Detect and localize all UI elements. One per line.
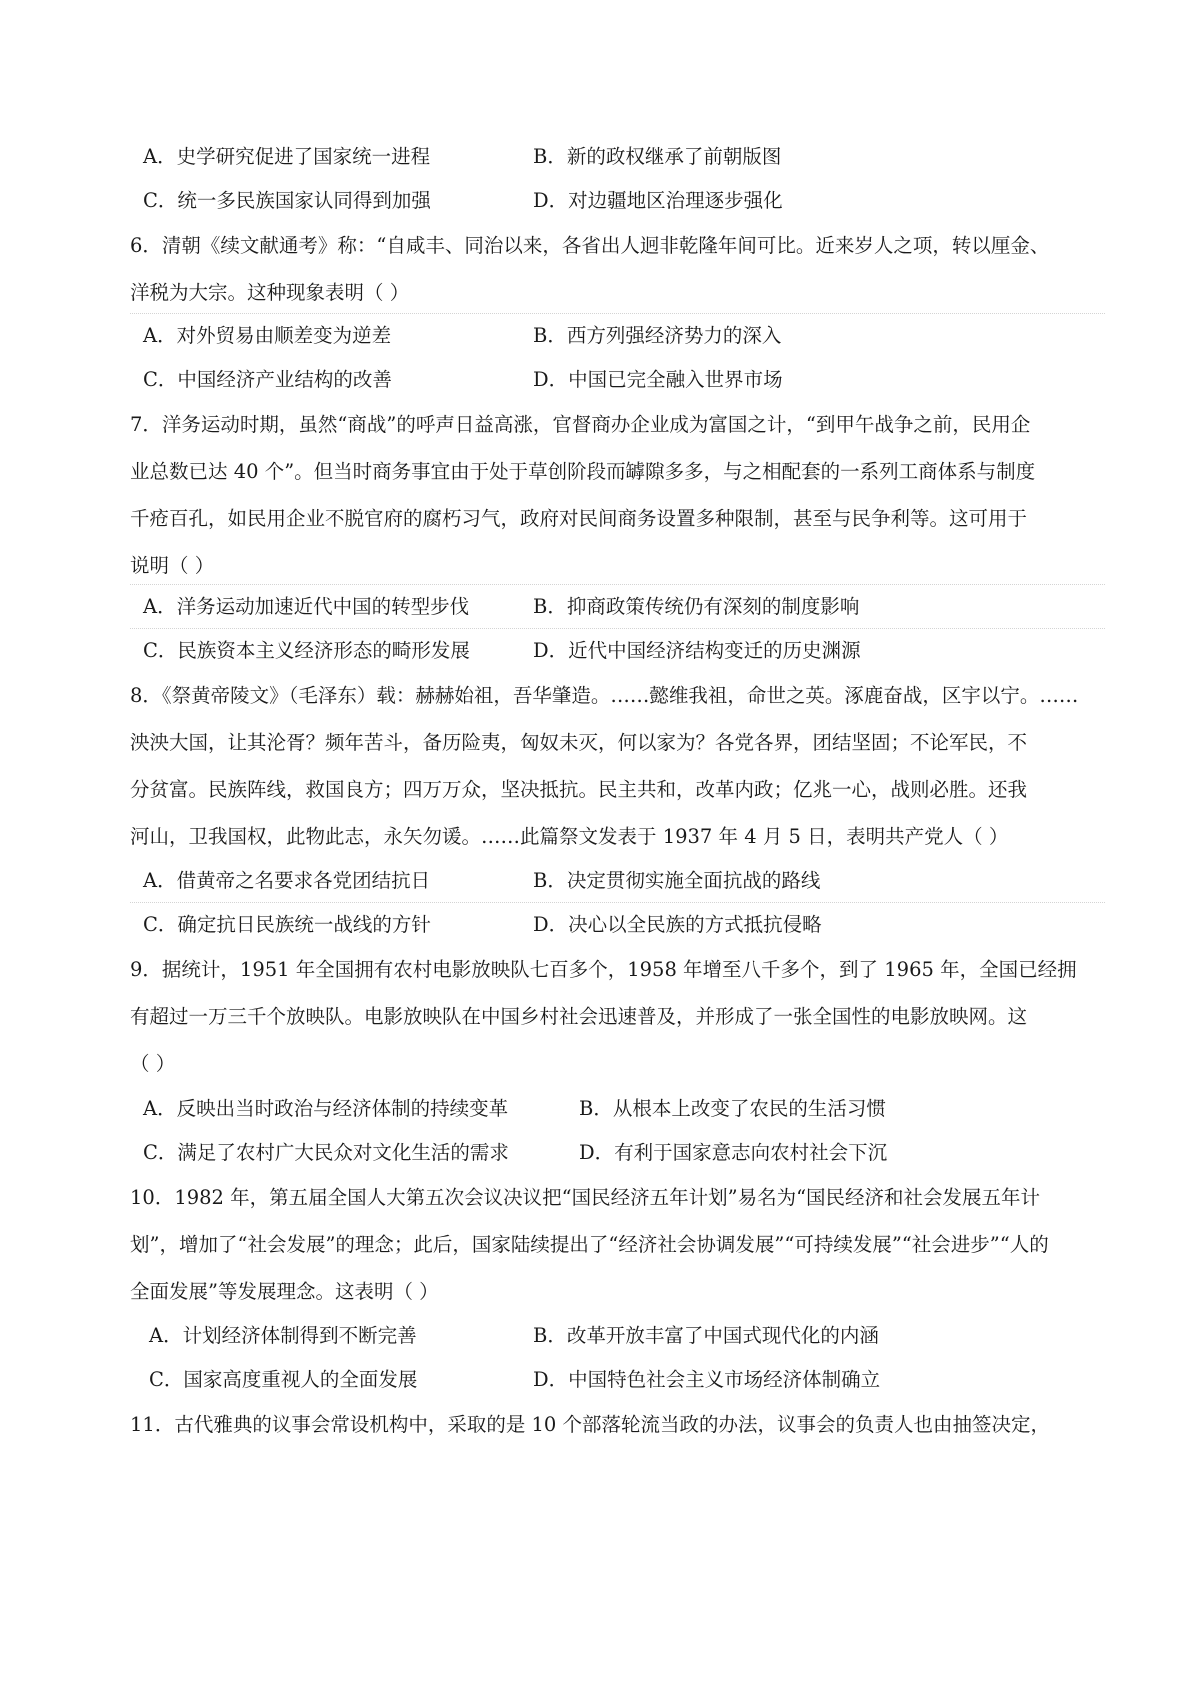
q7-option-a: A．洋务运动加速近代中国的转型步伐	[143, 595, 470, 618]
q10-option-c: C．国家高度重视人的全面发展	[149, 1368, 418, 1391]
q7-stem-line-1: 7．洋务运动时期，虽然“商战”的呼声日益高涨，官督商办企业成为富国之计，“到甲午战争之前，民用企	[130, 413, 1031, 436]
q8-stem-line-3: 分贫富。民族阵线，救国良方；四万万众，坚决抵抗。民主共和，改革内政；亿兆一心，战则必胜。还我	[130, 778, 1028, 801]
q7-stem-line-4: 说明（ ）	[130, 554, 215, 577]
q9-option-c: C．满足了农村广大民众对文化生活的需求	[143, 1141, 509, 1164]
q5-option-a: A．史学研究促进了国家统一进程	[143, 145, 431, 168]
q9-option-a: A．反映出当时政治与经济体制的持续变革	[143, 1097, 509, 1120]
q6-option-d: D．中国已完全融入世界市场	[533, 368, 783, 391]
q8-stem-line-4: 河山，卫我国权，此物此志，永矢勿谖。……此篇祭文发表于 1937 年 4 月 5 日，表明共产党人（ ）	[130, 825, 1009, 848]
q9-stem-line-2: 有超过一万三千个放映队。电影放映队在中国乡村社会迅速普及，并形成了一张全国性的电影放映网。这	[130, 1005, 1028, 1028]
q10-option-b: B．改革开放丰富了中国式现代化的内涵	[533, 1324, 879, 1347]
q8-option-d: D．决心以全民族的方式抵抗侵略	[533, 913, 822, 936]
q9-option-d: D．有利于国家意志向农村社会下沉	[579, 1141, 888, 1164]
q10-stem-line-3: 全面发展”等发展理念。这表明（ ）	[130, 1280, 439, 1303]
divider	[130, 313, 1105, 314]
q7-option-d: D．近代中国经济结构变迁的历史渊源	[533, 639, 861, 662]
q8-option-a: A．借黄帝之名要求各党团结抗日	[143, 869, 431, 892]
q6-stem-line-1: 6．清朝《续文献通考》称：“自咸丰、同治以来，各省出人迥非乾隆年间可比。近来岁人之项，转以厘金、	[130, 234, 1050, 257]
q7-stem-line-2: 业总数已达 40 个”。但当时商务事宜由于处于草创阶段而罅隙多多，与之相配套的一系列工商体系与制度	[130, 460, 1036, 483]
q6-stem-line-2: 洋税为大宗。这种现象表明（ ）	[130, 281, 410, 304]
q10-stem-line-2: 划”，增加了“社会发展”的理念；此后，国家陆续提出了“经济社会协调发展”“可持续发展”“社会进步”“人的	[130, 1233, 1049, 1256]
q10-option-d: D．中国特色社会主义市场经济体制确立	[533, 1368, 881, 1391]
q9-option-b: B．从根本上改变了农民的生活习惯	[579, 1097, 886, 1120]
q7-option-b: B．抑商政策传统仍有深刻的制度影响	[533, 595, 860, 618]
q6-option-a: A．对外贸易由顺差变为逆差	[143, 324, 392, 347]
q7-stem-line-3: 千疮百孔，如民用企业不脱官府的腐朽习气，政府对民间商务设置多种限制，甚至与民争利等。这可用于	[130, 507, 1028, 530]
q11-stem-line-1: 11．古代雅典的议事会常设机构中，采取的是 10 个部落轮流当政的办法，议事会的负责人也由抽签决定，	[130, 1413, 1051, 1436]
q8-stem-line-2: 泱泱大国，让其沦胥？频年苦斗，备历险夷，匈奴未灭，何以家为？各党各界，团结坚固；不论军民，不	[130, 731, 1028, 754]
q8-stem-line-1: 8．《祭黄帝陵文》（毛泽东）载：赫赫始祖，吾华肇造。……懿维我祖，命世之英。涿鹿奋战，区宇以宁。……	[130, 684, 1079, 707]
q5-option-d: D．对边疆地区治理逐步强化	[533, 189, 783, 212]
q9-stem-line-3: （ ）	[130, 1052, 176, 1075]
q6-option-c: C．中国经济产业结构的改善	[143, 368, 392, 391]
q5-option-c: C．统一多民族国家认同得到加强	[143, 189, 431, 212]
q8-option-c: C．确定抗日民族统一战线的方针	[143, 913, 431, 936]
q7-option-c: C．民族资本主义经济形态的畸形发展	[143, 639, 470, 662]
divider	[130, 584, 1105, 585]
q8-option-b: B．决定贯彻实施全面抗战的路线	[533, 869, 821, 892]
q6-option-b: B．西方列强经济势力的深入	[533, 324, 782, 347]
q10-stem-line-1: 10．1982 年，第五届全国人大第五次会议决议把“国民经济五年计划”易名为“国民经济和社会发展五年计	[130, 1186, 1041, 1209]
divider	[130, 902, 1105, 903]
q10-option-a: A．计划经济体制得到不断完善	[149, 1324, 417, 1347]
q5-option-b: B．新的政权继承了前朝版图	[533, 145, 782, 168]
divider	[130, 628, 1105, 629]
q9-stem-line-1: 9．据统计，1951 年全国拥有农村电影放映队七百多个，1958 年增至八千多个，到了 1965 年，全国已经拥	[130, 958, 1077, 981]
